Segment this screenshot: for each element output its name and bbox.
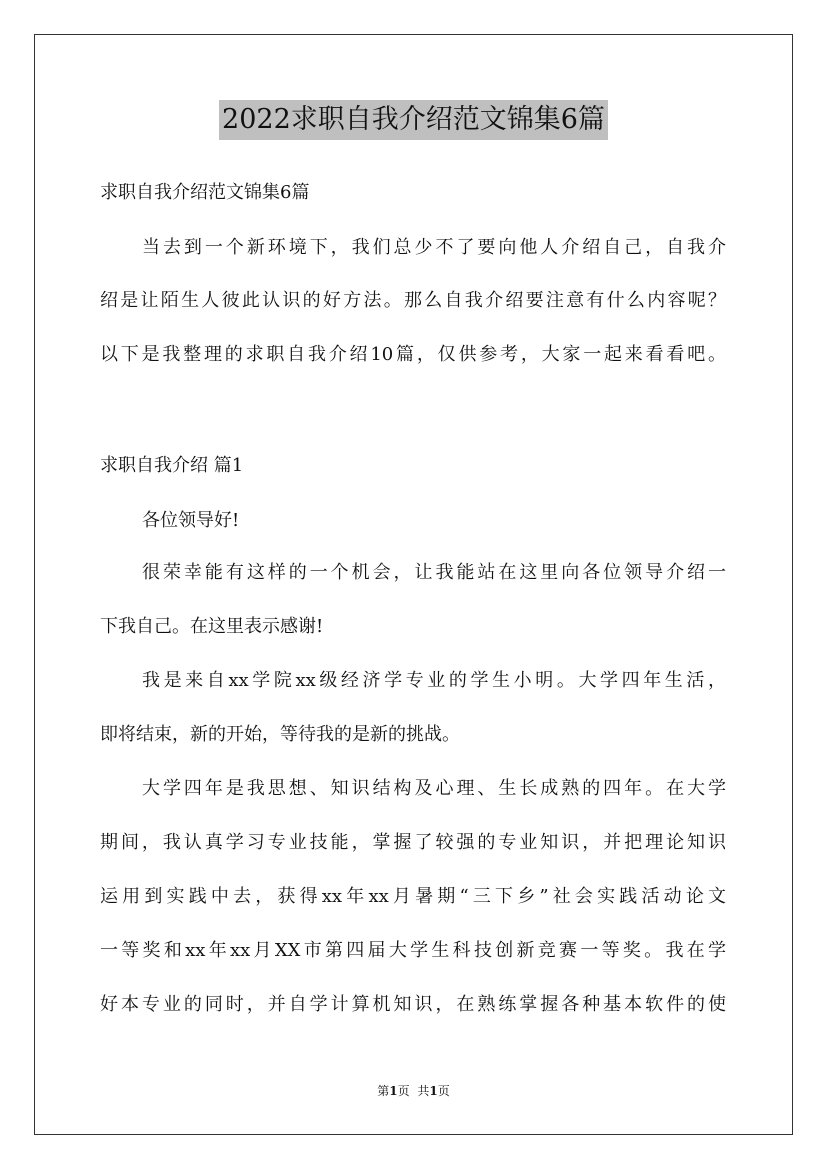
- paragraph-line: 绍是让陌生人彼此认识的好方法。那么自我介绍要注意有什么内容呢？: [100, 290, 726, 311]
- title-container: [0, 100, 827, 140]
- footer-total-pages: 1: [429, 1084, 438, 1098]
- document-title: 2022求职自我介绍范文锦集6篇: [219, 100, 608, 140]
- paragraph-line: 运用到实践中去，获得xx年xx月暑期“三下乡”社会实践活动论文: [100, 886, 726, 907]
- paragraph-line: 当去到一个新环境下，我们总少不了要向他人介绍自己，自我介: [142, 237, 726, 258]
- paragraph-line: 我是来自xx学院xx级经济学专业的学生小明。大学四年生活，: [142, 670, 726, 691]
- section-heading: 求职自我介绍 篇1: [100, 455, 244, 476]
- paragraph-line: 很荣幸能有这样的一个机会，让我能站在这里向各位领导介绍一: [142, 562, 726, 583]
- paragraph-line: 各位领导好!: [142, 510, 240, 531]
- paragraph-line: 大学四年是我思想、知识结构及心理、生长成熟的四年。在大学: [142, 778, 726, 799]
- paragraph-line: 好本专业的同时，并自学计算机知识，在熟练掌握各种基本软件的使: [100, 994, 726, 1015]
- page-footer: [0, 1083, 827, 1099]
- footer-total-prefix: 共: [417, 1084, 430, 1098]
- paragraph-line: 下我自己。在这里表示感谢!: [100, 616, 324, 637]
- footer-page-number: 1: [389, 1084, 398, 1098]
- footer-total-suffix: 页: [437, 1084, 450, 1098]
- paragraph-line: 以下是我整理的求职自我介绍10篇，仅供参考，大家一起来看看吧。: [100, 344, 726, 365]
- section-heading: 求职自我介绍范文锦集6篇: [100, 182, 310, 203]
- footer-page-suffix: 页: [397, 1084, 410, 1098]
- paragraph-line: 一等奖和xx年xx月XX市第四届大学生科技创新竞赛一等奖。我在学: [100, 940, 726, 961]
- paragraph-line: 期间，我认真学习专业技能，掌握了较强的专业知识，并把理论知识: [100, 832, 726, 853]
- footer-page-prefix: 第: [377, 1084, 390, 1098]
- paragraph-line: 即将结束，新的开始，等待我的是新的挑战。: [100, 724, 460, 745]
